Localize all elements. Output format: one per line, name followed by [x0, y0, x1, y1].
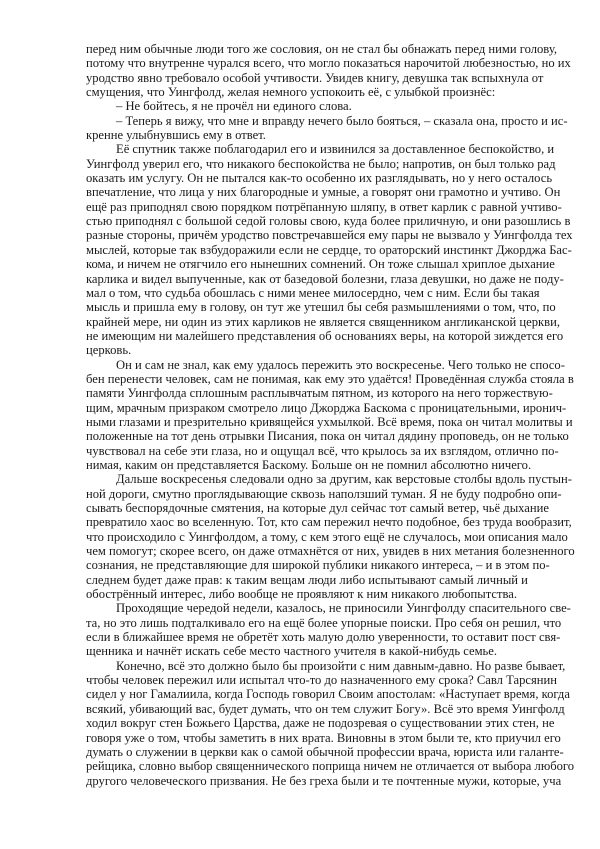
text-line: ходил вокруг стен Божьего Царства, даже не подозревая о существовании этих стен, не — [86, 716, 555, 731]
text-line: если в ближайшее время не обретёт хоть малую долю уверенности, то оставит пост свя- — [86, 630, 561, 645]
text-line: всякий, убивающий вас, будет думать, что он тем служит Богу». Всё это время Уингфолд — [86, 701, 565, 716]
text-line: Он и сам не знал, как ему удалось пережить это воскресенье. Чего только не спосо- — [116, 357, 565, 372]
text-line: Проходящие чередой недели, казалось, не приносили Уингфолду спасительного све- — [116, 601, 571, 616]
text-line: щим, мрачным призраком смотрело лицо Джорджа Баскома с проницательными, иронич- — [86, 400, 567, 415]
text-line: стью приподнял с большой седой головы свою, куда более приличную, и они разошлись в — [86, 214, 571, 229]
text-line: мал о том, что судьба обошлась с ними менее милосердно, чем с ним. Если бы такая — [86, 285, 540, 300]
text-line: сидел у ног Гамалиила, когда Господь говорил Своим апостолам: «Наступает время, когда — [86, 687, 570, 702]
text-line: бен перенести человек, сам не понимая, как ему это удаётся! Проведённая служба стояла в — [86, 371, 574, 386]
text-line: разные стороны, причём уродство повстречавшейся ему пары не вызвало у Уингфолда тех — [86, 228, 573, 243]
text-line: говоря уже о том, чтобы заметить в них врата. Виновны в этом были те, кто приучил его — [86, 730, 561, 745]
text-line: потому что внутренне чурался всего, что могло показаться нарочитой любезностью, но их — [86, 56, 571, 71]
text-line: мыслей, которые так взбудоражили если не сердце, то ораторский инстинкт Джорджа Бас- — [86, 242, 572, 257]
text-line: церковь. — [86, 343, 132, 358]
text-line: следнем будет даже прав: к таким вещам люди либо испытывают самый личный и — [86, 572, 528, 587]
text-line: рейщика, словно выбор священнического поприща ничем не отличается от выбора любого — [86, 759, 575, 774]
text-line: ными глазами и презрительно кривящейся ухмылкой. Всё время, пока он читал молитвы и — [86, 414, 573, 429]
text-line: положенные на тот день отрывки Писания, пока он читал дядину проповедь, он не только — [86, 429, 569, 444]
text-line: другого человеческого призвания. Не без греха были и те почтенные мужи, которые, уча — [86, 773, 562, 788]
text-line: карлика и видел выпученные, как от базедовой болезни, глаза девушки, но даже не поду- — [86, 271, 564, 286]
text-line: – Не бойтесь, я не прочёл ни единого слова. — [116, 99, 352, 114]
text-line: впечатление, что лица у них благородные и умные, а говорят они грамотно и учтиво. Он — [86, 185, 561, 200]
text-line: щенника и начнёт искать себе место частного учителя в какой-нибудь семье. — [86, 644, 498, 659]
document-page — [86, 42, 575, 788]
text-line: оказать им услугу. Он не пытался как-то особенно их разглядывать, но у него осталось — [86, 171, 553, 186]
text-line: ной дороги, смутно проглядывающие сквозь наползший туман. Я не буду подробно опи- — [86, 486, 562, 501]
text-line: превратило хаос во вселенную. Тот, кто сам пережил нечто подобное, без труда вообразит, — [86, 515, 572, 530]
text-line: нимая, каким он представляется Баскому. Больше он не помнил абсолютно ничего. — [86, 457, 532, 472]
text-line: мысль и пришла ему в голову, он тут же утешил бы себя размышлениями о том, что, по — [86, 300, 556, 315]
text-line: думать о служении в церкви как о самой обычной профессии врача, юриста или галанте- — [86, 744, 564, 759]
text-line: смущения, что Уингфолд, желая немного успокоить её, с улыбкой произнёс: — [86, 85, 496, 100]
text-line: перед ним обычные люди того же сословия, он не стал бы обнажать перед ними голову, — [86, 42, 558, 56]
text-line: сывать беспорядочные смятения, на которые дул сейчас тот самый ветер, чьё дыхание — [86, 501, 549, 515]
text-line: та, но это лишь подталкивало его на ещё более упорные поиски. Про себя он решил, что — [86, 615, 562, 630]
text-line: сознания, не представляющие для широкой публики никакого интереса, – и в этом по- — [86, 558, 550, 573]
text-line: Конечно, всё это должно было бы произойти с ним давным-давно. Но разве бывает, — [116, 658, 566, 673]
text-line: чем помогут; скорее всего, он даже отмахнётся от них, увидев в них метания болезненного — [86, 544, 575, 559]
text-line: Уингфолд уверил его, что никакого беспокойства не было; напротив, он был только рад — [86, 156, 556, 171]
text-line: кома, и ничем не отягчило его нынешних сомнений. Он тоже слышал хриплое дыхание — [86, 257, 555, 272]
text-line: не имеющим ни малейшего представления об основаниях веры, на которой зиждется его — [86, 328, 564, 343]
text-line: что происходило с Уингфолдом, а тому, с кем этого ещё не случалось, мои описания мало — [86, 529, 568, 544]
text-line: – Теперь я вижу, что мне и вправду нечего было бояться, – сказала она, просто и ис- — [116, 113, 568, 128]
text-line: обострённый интерес, либо вообще не проявляют к ним никакого любопытства. — [86, 587, 518, 602]
text-line: Её спутник также поблагодарил его и извинился за доставленное беспокойство, и — [116, 142, 555, 157]
text-line: уродство явно требовало особой учтивости. Увидев книгу, девушка так вспыхнула от — [86, 70, 544, 85]
text-line: Дальше воскресенья следовали одно за другим, как верстовые столбы вдоль пустын- — [116, 472, 572, 487]
text-line: чувствовал на себе эти глаза, но и ощущал всё, что крылось за их взглядом, отлично по- — [86, 443, 559, 458]
text-line: крайней мере, ни один из этих карликов не является священником англиканской церкви, — [86, 314, 560, 329]
text-line: ещё раз приподнял свою порядком потрёпанную шляпу, в ответ карлик с равной учтиво- — [86, 199, 562, 214]
text-line: кренне улыбнувшись ему в ответ. — [86, 128, 266, 143]
text-line: памяти Уингфолда сплошным расплывчатым пятном, из которого на него торжествую- — [86, 386, 553, 401]
text-line: чтобы человек пережил или испытал что-то до назначенного ему срока? Савл Тарсянин — [86, 673, 557, 688]
